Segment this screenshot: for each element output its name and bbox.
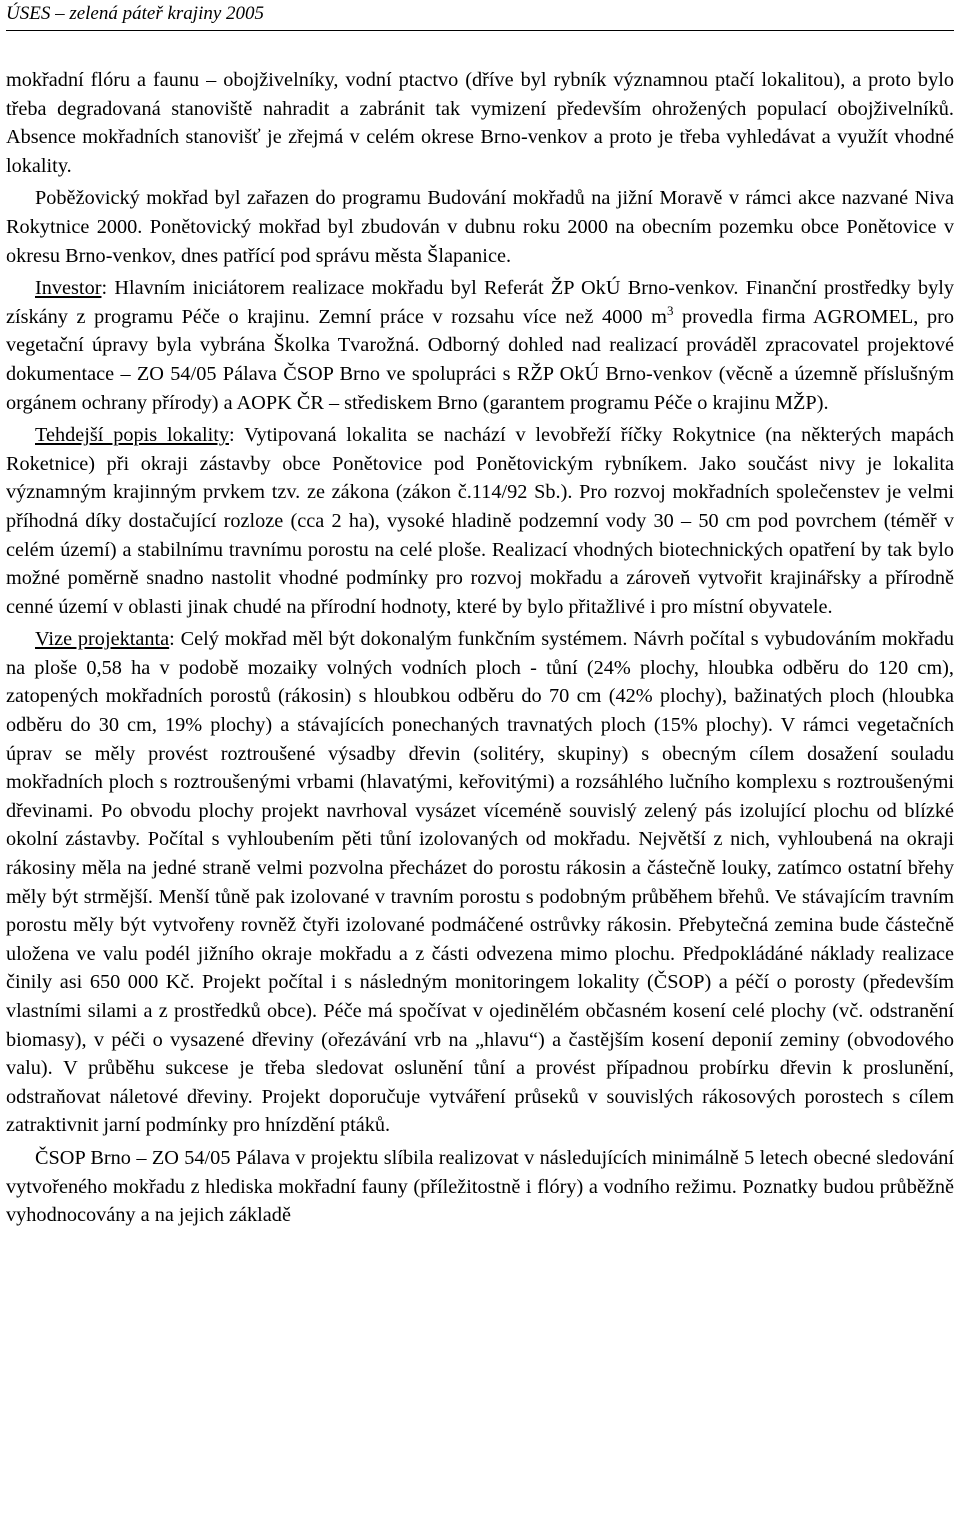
investor-text-a: : Hlavním iniciátorem realizace mokřadu byl Referát ŽP OkÚ Brno-venkov. Finanční prostředky byly získány z programu Péče o krajinu. Zemní práce v rozsahu více než 4000 m bbox=[6, 277, 954, 328]
investor-text-b: provedla firma AGROMEL, pro vegetační úpravy byla vybrána Školka Tvarožná. Odborný dohled nad realizací prováděl zpracovatel projektové dokumentace – ZO 54/05 Pálava ČSOP Brno ve spolupráci s RŽP OkÚ Brno-venkov (věcně a územně příslušným orgánem ochrany přírody) a AOPK ČR – střediskem Brno (garantem programu Péče o krajinu MŽP). bbox=[6, 305, 954, 414]
page-header bbox=[0, 0, 960, 34]
vision-text: : Celý mokřad měl být dokonalým funkčním systémem. Návrh počítal s vybudováním mokřadu na ploše 0,58 ha v podobě mozaiky volných vodních ploch - tůní (24% plochy, hloubka odběru do 120 cm), zatopených mokřadních porostů (rákosin) s hloubkou odběru do 70 cm (42% plochy), bažinatých ploch (hloubka odběru do 30 cm, 19% plochy) a stávajících ponechaných travnatých ploch (15% plochy). V rámci vegetačních úprav se měly provést roztroušené výsadby dřevin (solitéry, skupiny) s obecným cílem dosažení souladu mokřadních ploch s roztroušenými vrbami (hlavatými, keřovitými) a rozsáhlého lučního komplexu s roztroušenými dřevinami. Po obvodu plochy projekt navrhoval vysázet víceméně souvislý zelený pás izolující plochu od blízké okolní zástavby. Počítal s vyhloubením pěti tůní izolovaných od mokřadu. Největší z nich, vyhloubená na okraji rákosiny měla na jedné straně velmi pozvolna přecházet do porostu rákosin a částečně louky, zatímco ostatní břehy měly být strmější. Menší tůně pak izolované v travním porostu s podobným průběhem břehů. Ve stávajícím travním porostu měly být vytvořeny rovněž čtyři izolované podmáčené ostrůvky rákosin. Přebytečná zemina bude částečně uložena ve valu podél jižního okraje mokřadu a z části odvezena mimo plochu. Předpokládáné náklady realizace činily asi 650 000 Kč. Projekt počítal i s následným monitoringem lokality (ČSOP) a péčí o porosty (především vlastními silami a z prostředků obce). Péče má spočívat v ojedinělém občasném kosení celé plochy (vč. odstranění biomasy), v péči o vysazené dřeviny (ořezávání vrb na „hlavu“) a častějším kosení deponií zeminy (obvodového valu). V průběhu sukcese je třeba sledovat oslunění tůní a provést případnou probírku dřevin k proslunění, odstraňovat náletové dřeviny. Projekt doporučuje vytváření průseků v souvislých rákosových porostech s cílem zatraktivnit jarní podmínky pro hnízdění ptáků. bbox=[6, 628, 954, 1137]
paragraph-locality bbox=[6, 421, 954, 621]
paragraph-investor bbox=[6, 274, 954, 417]
document-body bbox=[6, 66, 954, 1234]
paragraph-program: Poběžovický mokřad byl zařazen do programu Budování mokřadů na jižní Moravě v rámci akce nazvané Niva Rokytnice 2000. Ponětovický mokřad byl zbudován v dubnu roku 2000 na obecním pozemku obce Ponětovice v okresu Brno-venkov, dnes patřící pod správu města Šlapanice. bbox=[6, 187, 954, 267]
vision-label: Vize projektanta bbox=[35, 628, 170, 651]
investor-label: Investor bbox=[35, 277, 102, 300]
header-divider bbox=[6, 30, 954, 31]
paragraph-intro-continuation: mokřadní flóru a faunu – obojživelníky, vodní ptactvo (dříve byl rybník významnou ptačí lokalitou), a proto bylo třeba degradovaná stanoviště nahradit a zabránit tak vymizení především ohrožených populací obojživelníků. Absence mokřadních stanovišť je zřejmá v celém okrese Brno-venkov a proto je třeba vyhledávat a využít vhodné lokality. bbox=[6, 69, 954, 177]
running-header-title: ÚSES – zelená páteř krajiny 2005 bbox=[6, 3, 265, 24]
paragraph-vision bbox=[6, 625, 954, 1140]
paragraph-monitoring: ČSOP Brno – ZO 54/05 Pálava v projektu slíbila realizovat v následujících minimálně 5 letech obecné sledování vytvořeného mokřadu z hlediska mokřadní fauny (příležitostně i flóry) a vodního režimu. Poznatky budou průběžně vyhodnocovány a na jejich základě bbox=[6, 1146, 954, 1227]
superscript-cubic: 3 bbox=[666, 302, 674, 318]
locality-label: Tehdejší popis lokality bbox=[35, 424, 229, 447]
locality-text: : Vytipovaná lokalita se nachází v levobřeží říčky Rokytnice (na některých mapách Roketnice) při okraji zástavby obce Ponětovice pod Ponětovickým rybníkem. Jako součást nivy je lokalita významným krajinným prvkem tzv. ze zákona (zákon č.114/92 Sb.). Pro rozvoj mokřadních společenstev je velmi příhodná díky dostačující rozloze (cca 2 ha), vysoké hladině podzemní vody 30 – 50 cm pod povrchem (téměř v celém území) a stabilnímu travnímu porostu na celé ploše. Realizací vhodných biotechnických opatření by tak bylo možné poměrně snadno nastolit vhodné podmínky pro rozvoj mokřadu a zároveň vytvořit krajinářsky a přírodně cenné území v oblasti jinak chudé na přírodní hodnoty, které by bylo přitažlivé i pro místní obyvatele. bbox=[6, 424, 954, 618]
